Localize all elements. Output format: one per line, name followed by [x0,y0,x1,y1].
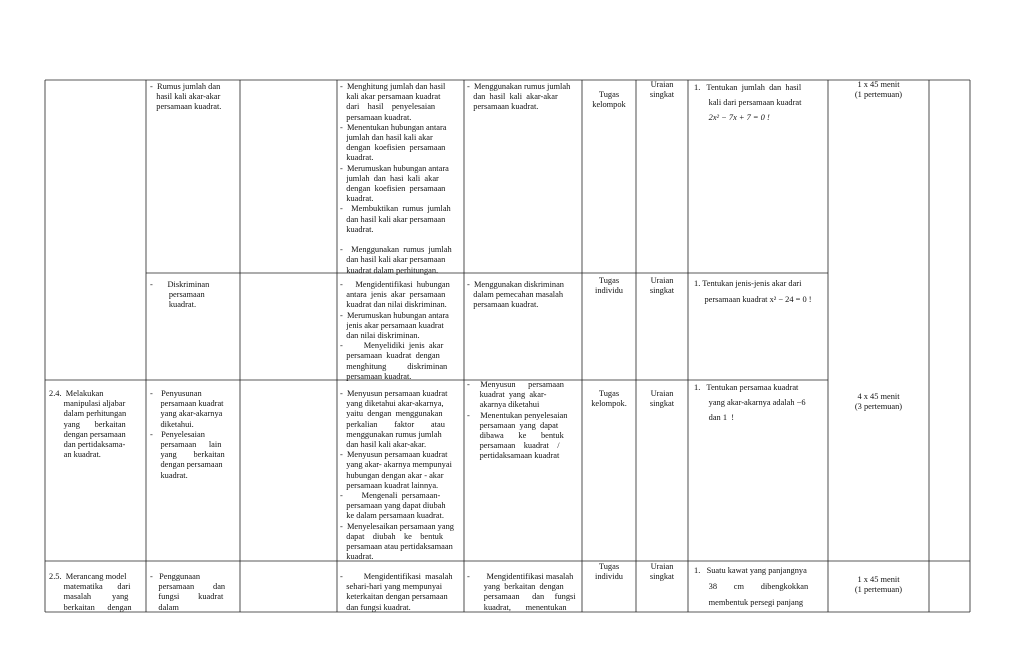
line: keterkaitan dengan persamaan [340,592,448,602]
line: persamaan dan fungsi [467,592,576,602]
line: - Mengenali persamaan- [340,491,441,501]
line: singkat [649,90,675,100]
line: dalam pemecahan masalah [467,290,564,300]
line: Uraian [650,276,674,285]
row2-materi [150,280,238,311]
line: dan hasil kali akar-akar. [340,440,427,450]
line: persamaan atau pertidaksamaan [340,542,453,552]
row4-instrumen [694,563,828,611]
line: membentuk persegi panjang [694,598,804,607]
line: sehari-hari yang mempunyai [340,582,443,592]
line: 1 x 45 menit [857,80,900,89]
line: dan 1 ! [694,413,735,422]
line: singkat [649,572,675,582]
row4-waktu [828,575,929,595]
line: an kuadrat. [49,450,101,460]
row1-bentuk [636,80,688,100]
line: (1 pertemuan) [854,585,903,595]
line: kuadrat. [340,552,374,562]
line: kuadrat. [340,224,374,234]
line: - Mengidentifikasi masalah [467,572,574,581]
line: - Penyelesaian [150,429,205,439]
line: yang akar-akarnya [150,409,223,419]
row3-kd [49,389,146,460]
line: kali akar persamaan kuadrat [340,92,441,102]
line: persamaan kuadrat lainnya. [340,480,439,490]
line: manipulasi aljabar [49,399,126,409]
line: - Merumuskan hubungan antara [340,310,449,320]
row3-bentuk [636,389,688,409]
line: - Menghitung jumlah dan hasil [340,82,446,91]
line: 2.4. Melakukan [49,389,104,398]
line: 1. Tentukan jenis-jenis akar dari [694,279,802,288]
row4-indikator [467,572,581,613]
line: yang akar- akarnya mempunyai [340,460,452,470]
line: - Penyusunan [150,389,202,398]
line: 2.5. Merancang model [49,572,127,581]
line: dengan koefisien persamaan [340,184,446,194]
line: 4 x 45 menit [857,392,900,401]
line: dan hasil kali akar persamaan [340,255,446,265]
line: 1 x 45 menit [857,575,900,584]
line: dalam [150,602,179,612]
line: hubungan dengan akar - akar [340,470,444,480]
line: - Diskriminan [150,280,210,289]
line: - Rumus jumlah dan [150,82,221,91]
line: (3 pertemuan) [854,402,903,412]
line: dan hasil kali akar-akar [467,92,558,102]
row2-bentuk [636,276,688,296]
line: hasil kali akar-akar [150,92,221,102]
row2-indikator [467,280,581,311]
row3-waktu [828,392,929,412]
line: - Penggunaan [150,572,201,581]
line: kuadrat. [340,153,374,163]
line: yang berkaitan dengan [467,582,564,592]
line: (1 pertemuan) [854,90,903,100]
line: Tugas [598,389,620,398]
line: - Menyusun persamaan kuadrat [340,389,448,398]
line: menggunakan rumus jumlah [340,429,442,439]
row3-materi [150,389,238,481]
line: dapat diubah ke bentuk [340,531,444,541]
line: masalah yang [49,592,129,602]
row3-instrumen [694,380,828,425]
line: persamaan kuadrat x² − 24 = 0 ! [694,295,812,304]
line: persamaan [150,290,205,300]
line: individu [595,286,623,296]
line: - Menggunakan rumus jumlah [467,82,571,91]
line: persamaan kuadrat. [150,102,222,112]
row3-teknik [582,389,636,409]
line: ke dalam persamaan kuadrat. [340,511,444,521]
row4-bentuk [636,562,688,582]
line: yang akar-akarnya adalah −6 [694,398,806,407]
line: - Mengidentifikasi masalah [340,572,453,581]
line: fungsi kuadrat [150,592,224,602]
line: - Menyusun persamaan kuadrat [340,450,448,460]
row4-kegiatan [340,572,464,613]
row1-instrumen [694,80,828,125]
line: antara jenis akar persamaan [340,290,446,300]
line: jumlah dan hasil kali akar [340,133,433,143]
line: kelompok [592,100,626,110]
line: matematika dari [49,582,131,592]
line: persamaan yang dapat [467,420,559,430]
line: dengan koefisien persamaan [340,143,446,153]
line: 1. Tentukan jumlah dan hasil [694,83,802,92]
line: - Menentukan penyelesaian [467,410,568,420]
line: - Merumuskan hubungan antara [340,163,449,173]
row4-kd [49,572,146,613]
line: persamaan kuadrat [150,399,224,409]
line: persamaan kuadrat. [340,371,412,381]
line: persamaan kuadrat dengan [340,351,440,361]
line: persamaan kuadrat. [340,112,412,122]
line: Tugas [598,90,620,99]
line: persamaan kuadrat. [467,300,539,310]
equation: 2x² − 7x + 7 = 0 ! [694,113,770,122]
line: kelompok. [591,399,627,409]
line: dan hasil kali akar persamaan [340,214,446,224]
row3-indikator [467,380,581,462]
row4-teknik [582,562,636,582]
line: 1. Tentukan persamaa kuadrat [694,383,799,392]
line: - Mengidentifikasi hubungan [340,280,450,289]
line: akarnya diketahui [467,400,540,410]
line: kali dari persamaan kuadrat [694,98,802,107]
line: persamaan dan [150,582,226,592]
line: yang berkaitan [150,450,225,460]
line: 1. Suatu kawat yang panjangnya [694,566,807,575]
line: - Menentukan hubungan antara [340,122,447,132]
row4-materi [150,572,238,613]
line: 38 cm dibengkokkan [694,582,809,591]
line: kuadrat. [340,194,374,204]
row2-kegiatan [340,280,464,382]
line: jumlah dan hasi kali akar [340,173,439,183]
line: yang diketahui akar-akarnya, [340,399,444,409]
line: dan fungsi kuadrat. [340,602,411,612]
line: individu [595,572,623,582]
line: singkat [649,286,675,296]
line: dalam perhitungan [49,409,127,419]
line: Tugas [598,276,620,285]
line: kuadrat dalam perhitungan. [340,265,439,275]
line: Uraian [650,562,674,571]
line: dengan persamaan [49,429,126,439]
row1-kegiatan [340,82,464,276]
line: dari hasil penyelesaian [340,102,436,112]
row1-teknik [582,90,636,110]
line: pertidaksamaan kuadrat [467,451,560,461]
line: dibawa ke bentuk [467,431,564,441]
row1-waktu [828,80,929,100]
line: - Menggunakan rumus jumlah [340,245,452,255]
line: jenis akar persamaan kuadrat [340,320,444,330]
line: singkat [649,399,675,409]
line: kuadrat dan nilai diskriminan. [340,300,447,310]
line: Tugas [598,562,620,571]
line: - Menyusun persamaan [467,380,564,389]
line: - Menyelesaikan persamaan yang [340,521,454,531]
line: dan nilai diskriminan. [340,331,420,341]
line: berkaitan dengan [49,602,132,612]
line: dengan persamaan [150,460,223,470]
line [340,235,464,245]
line: kuadrat. [150,470,188,480]
line: Uraian [650,80,674,89]
line: yang berkaitan [49,419,126,429]
line: dan pertidaksama- [49,440,126,450]
line: diketahui. [150,419,194,429]
line: persamaan kuadrat. [467,102,539,112]
line: kuadrat. [150,300,197,310]
line: persamaan yang dapat diubah [340,501,446,511]
line: yaitu dengan menggunakan [340,409,443,419]
row2-instrumen [694,276,828,308]
row1-materi [150,82,238,113]
line: persamaan lain [150,440,222,450]
row1-indikator [467,82,581,113]
line: - Membuktikan rumus jumlah [340,204,451,214]
line: perkalian faktor atau [340,419,445,429]
line: kuadrat yang akar- [467,390,547,400]
line: persamaan kuadrat / [467,441,560,451]
row3-kegiatan [340,389,464,562]
row2-teknik [582,276,636,296]
line: - Menyelidiki jenis akar [340,341,444,351]
line: menghitung diskriminan [340,361,448,371]
line: Uraian [650,389,674,398]
line: - Menggunakan diskriminan [467,280,564,289]
line: kuadrat, menentukan [467,602,567,612]
